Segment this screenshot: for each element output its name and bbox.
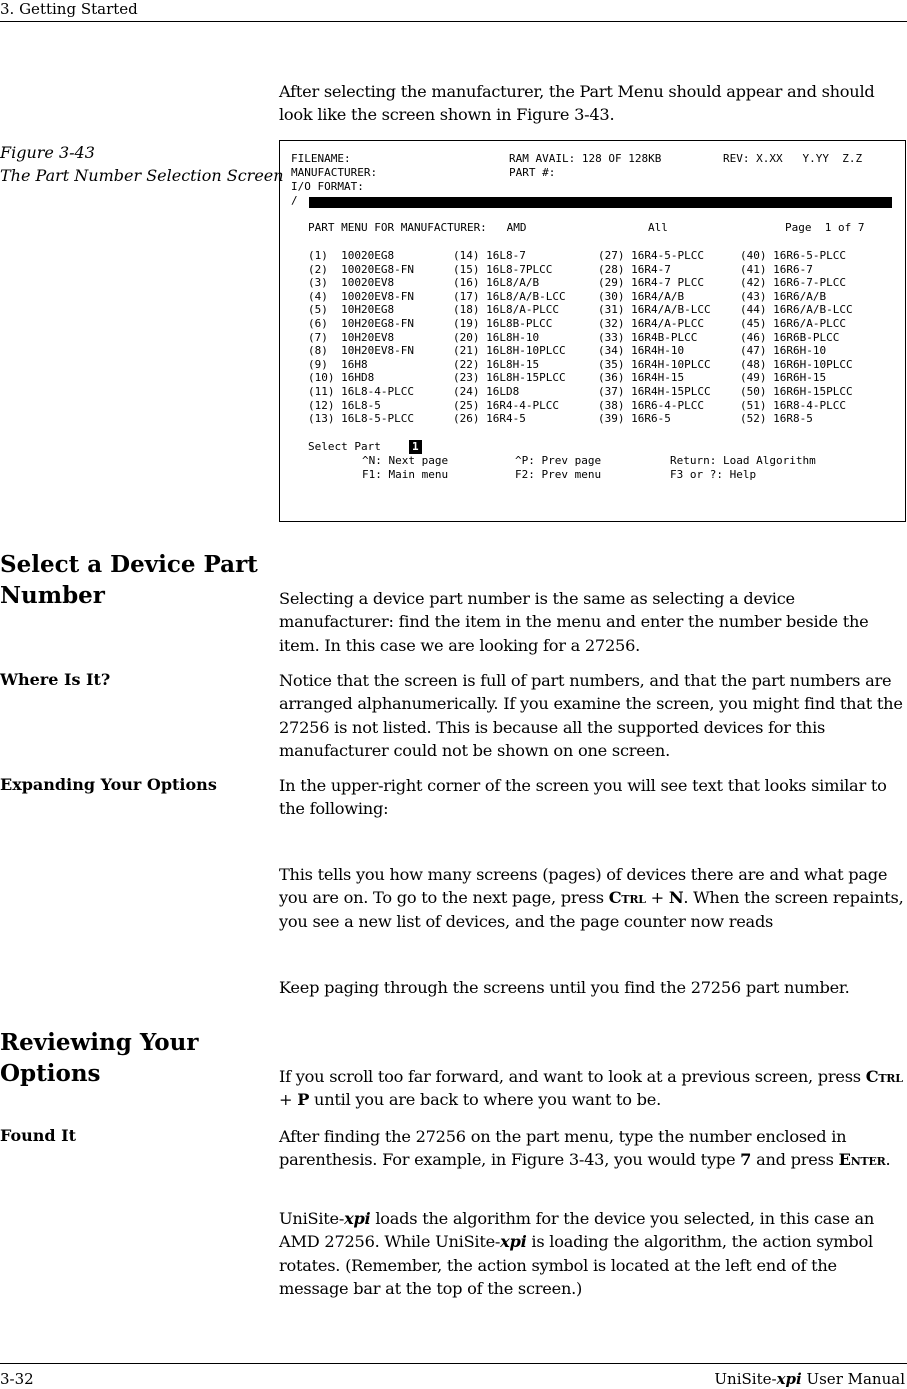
part-item[interactable]: (24) 16LD8 bbox=[453, 384, 520, 398]
part-item[interactable]: (49) 16R6H-15 bbox=[740, 371, 827, 385]
part-item[interactable]: (22) 16L8H-15 bbox=[453, 357, 540, 371]
text: If you scroll too far forward, and want to look at a previous screen, press bbox=[279, 1067, 866, 1086]
part-item[interactable]: (52) 16R8-5 bbox=[740, 412, 813, 426]
figure-title: The Part Number Selection Screen bbox=[0, 166, 284, 185]
io-format-label: I/O FORMAT: bbox=[291, 180, 364, 193]
manual-title bbox=[714, 1370, 905, 1388]
part-item[interactable]: (2) 10020EG8-FN bbox=[308, 262, 414, 276]
header-rule bbox=[0, 21, 907, 22]
page-counter: Page 1 of 7 bbox=[785, 221, 865, 234]
text: and press bbox=[751, 1150, 839, 1170]
key-hint: ^P: Prev page bbox=[515, 454, 602, 467]
part-column bbox=[740, 249, 853, 426]
where-label: Where Is It? bbox=[0, 670, 111, 689]
xpi-brand: xpi bbox=[344, 1209, 371, 1228]
part-item[interactable]: (10) 16HD8 bbox=[308, 371, 375, 385]
part-item[interactable]: (18) 16L8/A-PLCC bbox=[453, 303, 559, 317]
part-item[interactable]: (3) 10020EV8 bbox=[308, 276, 395, 290]
part-label: PART #: bbox=[509, 166, 556, 179]
select-paragraph: Selecting a device part number is the same as selecting a device manufacturer: find the item in the menu and enter the number beside the item. In this case we are looking for a 27256. bbox=[279, 589, 869, 655]
part-item[interactable]: (48) 16R6H-10PLCC bbox=[740, 357, 853, 371]
text: UniSite- bbox=[279, 1209, 345, 1228]
part-item[interactable]: (33) 16R4B-PLCC bbox=[598, 330, 698, 344]
expand-label: Expanding Your Options bbox=[0, 775, 217, 794]
message-bar bbox=[309, 197, 892, 208]
page-number: 3-32 bbox=[0, 1370, 34, 1388]
text: User Manual bbox=[801, 1370, 905, 1388]
part-item[interactable]: (37) 16R4H-15PLCC bbox=[598, 384, 711, 398]
part-column bbox=[453, 249, 566, 426]
part-item[interactable]: (47) 16R6H-10 bbox=[740, 344, 827, 358]
menu-title: PART MENU FOR MANUFACTURER: AMD bbox=[308, 221, 527, 234]
part-item[interactable]: (50) 16R6H-15PLCC bbox=[740, 384, 853, 398]
part-item[interactable]: (4) 10020EV8-FN bbox=[308, 289, 414, 303]
part-item[interactable]: (25) 16R4-4-PLCC bbox=[453, 398, 559, 412]
text: UniSite- bbox=[714, 1370, 777, 1388]
unisite-paragraph bbox=[279, 1207, 905, 1300]
part-item[interactable]: (21) 16L8H-10PLCC bbox=[453, 344, 566, 358]
keep-paragraph: Keep paging through the screens until you find the 27256 part number. bbox=[279, 978, 850, 997]
action-symbol: / bbox=[291, 194, 298, 207]
part-item[interactable]: (39) 16R6-5 bbox=[598, 412, 671, 426]
part-item[interactable]: (27) 16R4-5-PLCC bbox=[598, 249, 704, 262]
part-item[interactable]: (32) 16R4/A-PLCC bbox=[598, 316, 704, 330]
select-part-input[interactable]: 1 bbox=[409, 440, 422, 454]
text: After finding the 27256 on the part menu, type the number enclosed in parenthesis. For example, in Figure 3-43, you would type bbox=[279, 1127, 847, 1170]
found-paragraph bbox=[279, 1125, 905, 1172]
key-hint: F2: Prev menu bbox=[515, 468, 602, 481]
part-item[interactable]: (42) 16R6-7-PLCC bbox=[740, 276, 846, 290]
part-item[interactable]: (11) 16L8-4-PLCC bbox=[308, 384, 414, 398]
ctrl-key: Ctrl bbox=[608, 888, 646, 908]
manufacturer-label: MANUFACTURER: bbox=[291, 166, 378, 179]
part-item[interactable]: (46) 16R6B-PLCC bbox=[740, 330, 840, 344]
part-item[interactable]: (51) 16R8-4-PLCC bbox=[740, 398, 846, 412]
tells-paragraph bbox=[279, 863, 905, 933]
chapter-header: 3. Getting Started bbox=[0, 0, 138, 18]
part-selection-screen bbox=[279, 140, 906, 522]
review-paragraph bbox=[279, 1065, 905, 1112]
expand-paragraph: In the upper-right corner of the screen you will see text that looks similar to the following: bbox=[279, 776, 887, 819]
select-part-label: Select Part bbox=[308, 440, 381, 453]
text: This tells you how many screens (pages) of devices there are and what page you are on. To go to the next page, press bbox=[279, 865, 888, 908]
part-item[interactable]: (36) 16R4H-15 bbox=[598, 371, 685, 385]
part-item[interactable]: (8) 10H20EV8-FN bbox=[308, 344, 414, 358]
seven-key: 7 bbox=[740, 1150, 752, 1170]
n-key: N bbox=[668, 888, 684, 908]
part-item[interactable]: (43) 16R6/A/B bbox=[740, 289, 827, 303]
found-label: Found It bbox=[0, 1126, 77, 1145]
part-item[interactable]: (5) 10H20EG8 bbox=[308, 303, 395, 317]
where-paragraph: Notice that the screen is full of part numbers, and that the part numbers are arranged alphanumerically. If you examine the screen, you might find that the 27256 is not listed. This is because all the supported devices for this manufacturer could not be shown on one screen. bbox=[279, 671, 903, 760]
ctrl-key: Ctrl bbox=[865, 1067, 903, 1086]
part-item[interactable]: (28) 16R4-7 bbox=[598, 262, 671, 276]
part-column bbox=[308, 249, 414, 426]
part-item[interactable]: (20) 16L8H-10 bbox=[453, 330, 540, 344]
xpi-brand: xpi bbox=[776, 1370, 802, 1388]
figure-caption bbox=[0, 141, 284, 187]
key-hint: Return: Load Algorithm bbox=[670, 454, 816, 467]
part-item[interactable]: (34) 16R4H-10 bbox=[598, 344, 685, 358]
select-heading: Select a Device Part Number bbox=[0, 551, 258, 609]
part-item[interactable]: (15) 16L8-7PLCC bbox=[453, 262, 553, 276]
part-item[interactable]: (45) 16R6/A-PLCC bbox=[740, 316, 846, 330]
part-item[interactable]: (17) 16L8/A/B-LCC bbox=[453, 289, 566, 303]
xpi-brand: xpi bbox=[500, 1232, 527, 1252]
filename-label: FILENAME: bbox=[291, 152, 351, 165]
part-item[interactable]: (6) 10H20EG8-FN bbox=[308, 316, 414, 330]
part-item[interactable]: (44) 16R6/A/B-LCC bbox=[740, 303, 853, 317]
key-hint: F1: Main menu bbox=[362, 468, 449, 481]
key-hint: F3 or ?: Help bbox=[670, 468, 757, 481]
part-item[interactable]: (19) 16L8B-PLCC bbox=[453, 316, 553, 330]
part-item[interactable]: (7) 10H20EV8 bbox=[308, 330, 395, 344]
part-item[interactable]: (13) 16L8-5-PLCC bbox=[308, 412, 414, 426]
part-item[interactable]: (16) 16L8/A/B bbox=[453, 276, 540, 290]
filter: All bbox=[648, 221, 668, 234]
p-key: P bbox=[297, 1090, 310, 1110]
part-item[interactable]: (1) 10020EG8 bbox=[308, 249, 395, 262]
figure-number: Figure 3-43 bbox=[0, 143, 95, 162]
part-item[interactable]: (38) 16R6-4-PLCC bbox=[598, 398, 704, 412]
part-item[interactable]: (9) 16H8 bbox=[308, 357, 368, 371]
text: is loading the algorithm, the action symbol rotates. (Remember, the action symbol is located at the left end of the message bar at the top of the screen.) bbox=[279, 1232, 873, 1298]
part-item[interactable]: (35) 16R4H-10PLCC bbox=[598, 357, 711, 371]
key-hint: ^N: Next page bbox=[362, 454, 449, 467]
part-item[interactable]: (41) 16R6-7 bbox=[740, 262, 813, 276]
text: + bbox=[279, 1090, 298, 1110]
intro-paragraph: After selecting the manufacturer, the Part Menu should appear and should look like the screen shown in Figure 3-43. bbox=[279, 82, 875, 125]
part-item[interactable]: (40) 16R6-5-PLCC bbox=[740, 249, 846, 262]
part-item[interactable]: (29) 16R4-7 PLCC bbox=[598, 276, 704, 290]
part-item[interactable]: (14) 16L8-7 bbox=[453, 249, 526, 262]
text: . When the screen repaints, you see a new list of devices, and the page counter now reads bbox=[279, 888, 904, 931]
text: loads the algorithm for the device you selected, in this case an AMD 27256. While UniSite- bbox=[279, 1209, 875, 1252]
footer-rule bbox=[0, 1363, 907, 1364]
part-item[interactable]: (30) 16R4/A/B bbox=[598, 289, 685, 303]
revision: REV: X.XX Y.YY Z.Z bbox=[723, 152, 863, 165]
review-heading: Reviewing Your Options bbox=[0, 1029, 199, 1087]
part-item[interactable]: (26) 16R4-5 bbox=[453, 412, 526, 426]
text: . bbox=[885, 1150, 891, 1170]
part-item[interactable]: (23) 16L8H-15PLCC bbox=[453, 371, 566, 385]
ram-avail: RAM AVAIL: 128 OF 128KB bbox=[509, 152, 662, 165]
enter-key: Enter bbox=[838, 1150, 886, 1170]
text: until you are back to where you want to be. bbox=[309, 1090, 662, 1110]
part-column bbox=[598, 249, 711, 426]
text: + bbox=[645, 888, 669, 908]
part-item[interactable]: (31) 16R4/A/B-LCC bbox=[598, 303, 711, 317]
part-item[interactable]: (12) 16L8-5 bbox=[308, 398, 381, 412]
